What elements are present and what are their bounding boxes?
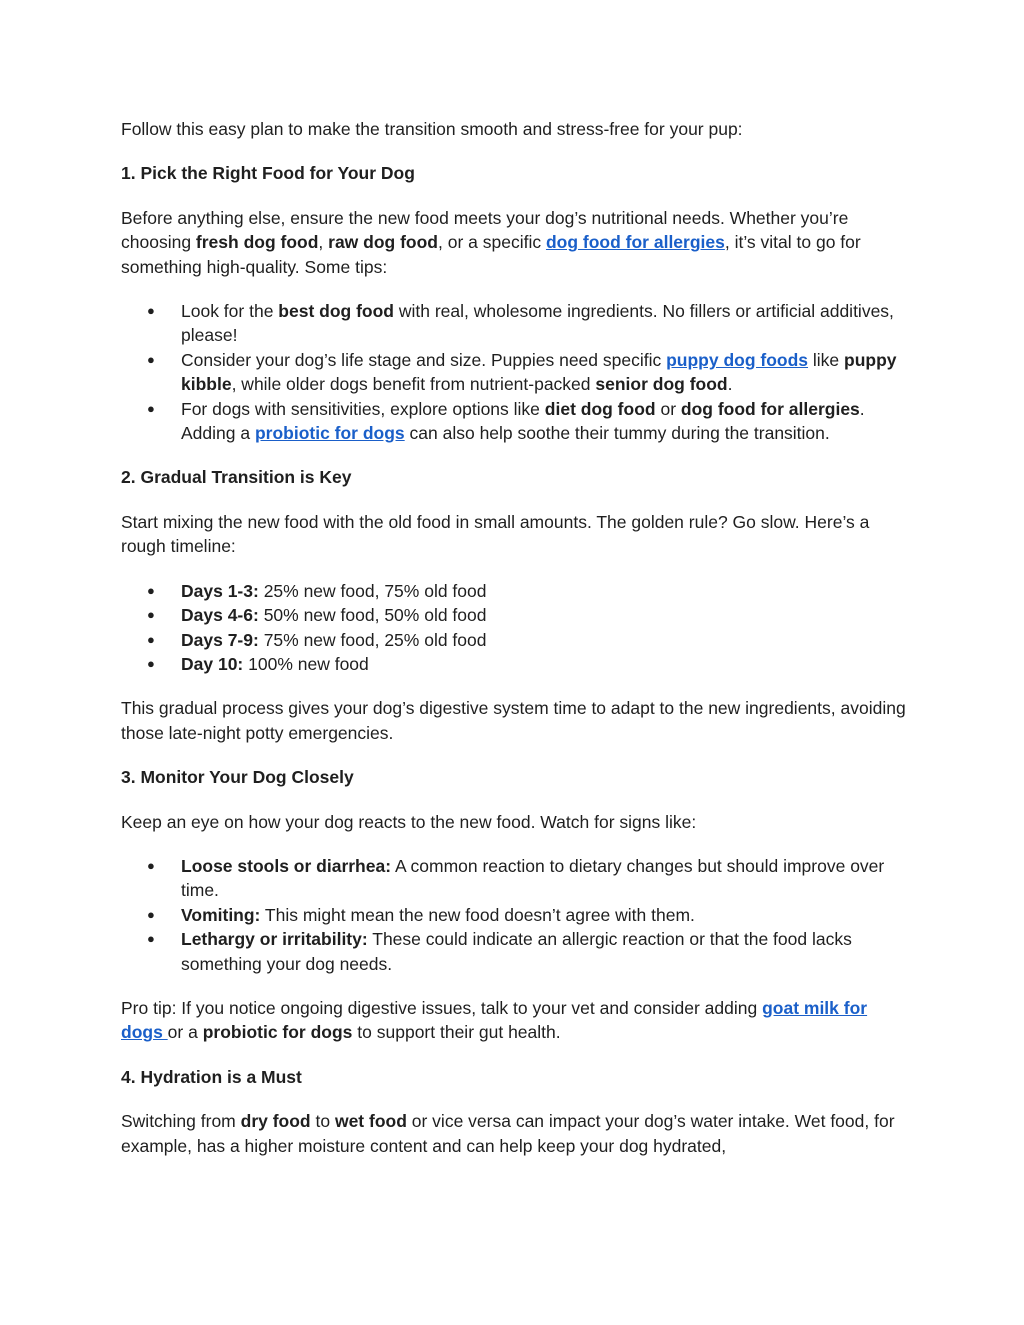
list-item: ● Consider your dog’s life stage and size. Puppies need specific puppy dog foods like puppy kibble, while older dogs benefit from nutrient-packed senior dog food.: [121, 348, 911, 397]
list-item: ● Lethargy or irritability: These could indicate an allergic reaction or that the food lacks something your dog needs.: [121, 927, 911, 976]
link-goat-milk-for-dogs[interactable]: goat milk for dogs: [121, 997, 868, 1043]
tips-list: [121, 299, 911, 445]
list-item: ● For dogs with sensitivities, explore options like diet dog food or dog food for allergies. Adding a probiotic for dogs can also help soothe their tummy during the transition.: [121, 397, 911, 446]
section-heading-1: 1. Pick the Right Food for Your Dog: [121, 163, 415, 184]
link-puppy-dog-foods[interactable]: puppy dog foods: [666, 349, 809, 370]
list-item: ● Days 7-9: 75% new food, 25% old food: [121, 628, 911, 652]
list-item: ● Day 10: 100% new food: [121, 652, 911, 676]
list-item: ● Loose stools or diarrhea: A common reaction to dietary changes but should improve over time.: [121, 854, 911, 903]
signs-list: [121, 854, 911, 976]
list-item: ● Vomiting: This might mean the new food doesn’t agree with them.: [121, 903, 911, 927]
section-3-paragraph: Keep an eye on how your dog reacts to the new food. Watch for signs like:: [121, 811, 697, 832]
list-item: ● Days 4-6: 50% new food, 50% old food: [121, 603, 911, 627]
document-page: [121, 117, 911, 1178]
intro-paragraph: Follow this easy plan to make the transition smooth and stress-free for your pup:: [121, 119, 743, 139]
section-heading-3: 3. Monitor Your Dog Closely: [121, 767, 354, 788]
list-item: ● Days 1-3: 25% new food, 75% old food: [121, 579, 911, 603]
section-heading-4: 4. Hydration is a Must: [121, 1066, 302, 1087]
section-4-paragraph: Switching from dry food to wet food or vice versa can impact your dog’s water intake. Wet food, for example, has a higher moisture content and can help keep your dog hydrated,: [121, 1111, 895, 1156]
section-1-paragraph: Before anything else, ensure the new food meets your dog’s nutritional needs. Whether you’re choosing fresh dog food, raw dog food, or a specific dog food for allergies, it’s vital to go for something high-quality. Some tips:: [121, 207, 861, 277]
section-2-paragraph: Start mixing the new food with the old food in small amounts. The golden rule? Go slow. Here’s a rough timeline:: [121, 511, 870, 557]
section-heading-2: 2. Gradual Transition is Key: [121, 467, 352, 488]
timeline-list: [121, 579, 911, 677]
link-probiotic-for-dogs[interactable]: probiotic for dogs: [254, 423, 405, 444]
section-2-closing-paragraph: This gradual process gives your dog’s digestive system time to adapt to the new ingredients, avoiding those late-night potty emergencies.: [121, 698, 906, 743]
pro-tip-paragraph: Pro tip: If you notice ongoing digestive issues, talk to your vet and consider adding goat milk for dogs or a probiotic for dogs to support their gut health.: [121, 997, 868, 1043]
list-item: ● Look for the best dog food with real, wholesome ingredients. No fillers or artificial additives, please!: [121, 299, 911, 348]
link-dog-food-for-allergies[interactable]: dog food for allergies: [545, 232, 725, 253]
